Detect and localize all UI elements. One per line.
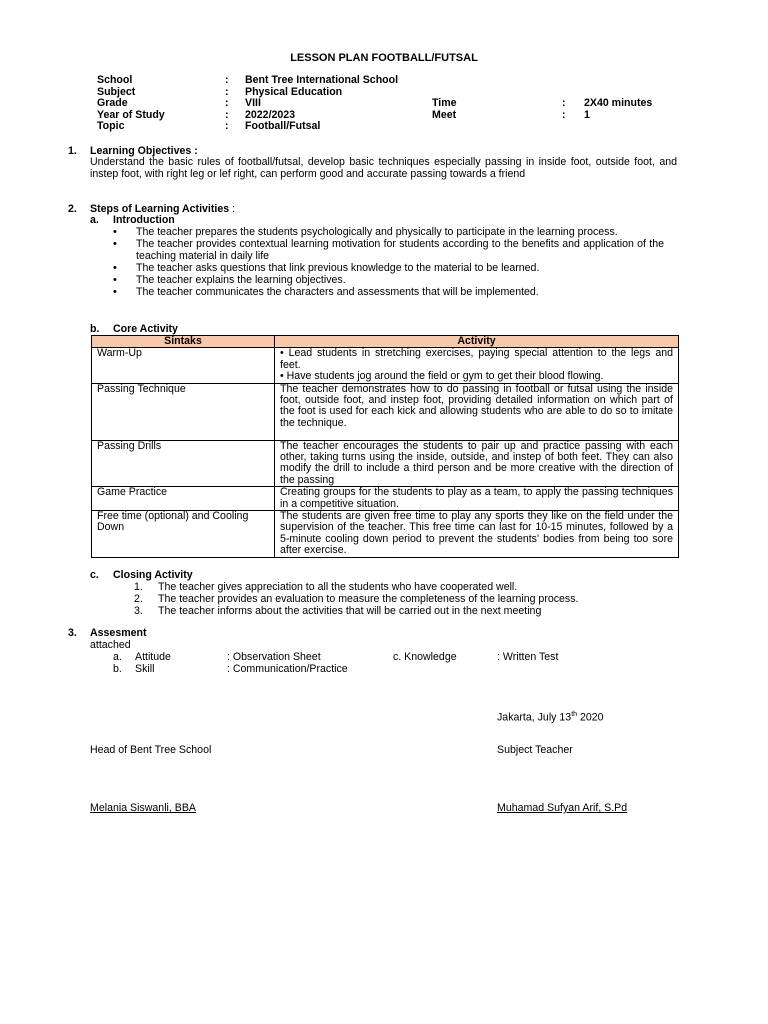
right-signatory-role: Subject Teacher	[497, 744, 573, 756]
item-number: 2.	[134, 593, 143, 605]
table-row	[92, 348, 679, 383]
colon: :	[225, 120, 229, 133]
header-row-grade	[97, 97, 704, 109]
date-suffix: th	[571, 711, 578, 718]
table-row	[92, 487, 679, 511]
closing-activity-list	[134, 581, 578, 617]
meet-value: 1	[584, 108, 590, 121]
row-value-2: : Written Test	[497, 651, 559, 663]
topic-value: Football/Futsal	[245, 120, 321, 133]
table-header-row	[92, 336, 679, 348]
closing-activity-title: Closing Activity	[113, 569, 193, 581]
column-header-sintaks: Sintaks	[92, 336, 275, 348]
section-number: 1.	[68, 145, 77, 157]
sintaks-cell: Passing Technique	[92, 383, 275, 440]
row-value: : Communication/Practice	[227, 663, 348, 675]
section-1-title: Learning Objectives :	[90, 145, 198, 157]
colon: :	[225, 74, 229, 86]
item-text: The teacher provides an evaluation to measure the completeness of the learning process.	[158, 593, 579, 605]
attached-text: attached	[90, 639, 131, 651]
learning-objectives-text: Understand the basic rules of football/futsal, develop basic techniques especially passing in inside foot, outside foot, and instep foot, with right leg or lef right, can perform good and accurate passing towards a friend	[90, 156, 677, 180]
left-signatory-name: Melania Siswanli, BBA	[90, 802, 196, 814]
activity-cell: Creating groups for the students to play as a team, to apply the passing techniques in a competitive situation.	[275, 487, 679, 511]
list-item: • The teacher communicates the characters and assessments that will be implemented.	[113, 286, 664, 298]
row-label: Skill	[135, 663, 155, 675]
grade-value: VIII	[245, 97, 261, 110]
row-letter: b.	[113, 663, 122, 675]
core-activity-table	[91, 335, 679, 558]
list-item: • The teacher provides contextual learning motivation for students according to the benefits and application of the teaching material in daily life	[113, 238, 664, 262]
subject-value: Physical Education	[245, 85, 343, 98]
year-label: Year of Study	[97, 108, 165, 121]
subsection-letter: b.	[90, 323, 100, 335]
activity-cell: The teacher demonstrates how to do passing in football or futsal using the inside foot, outside foot, and instep foot, providing detailed information on which part of the foot is used for each kick and allowing students who are able to do so to imitate the technique.	[275, 383, 679, 440]
meet-label: Meet	[432, 108, 457, 121]
item-number: 1.	[134, 581, 143, 593]
section-3-title: Assesment	[90, 627, 147, 639]
introduction-heading	[90, 214, 175, 226]
column-header-activity: Activity	[275, 336, 679, 348]
header-row-topic	[97, 120, 704, 132]
introduction-title: Introduction	[113, 214, 175, 226]
school-label: School	[97, 74, 133, 86]
document-title: LESSON PLAN FOOTBALL/FUTSAL	[290, 52, 478, 64]
colon: :	[225, 85, 229, 98]
year-value: 2022/2023	[245, 108, 296, 121]
table-row	[92, 383, 679, 440]
sintaks-cell: Passing Drills	[92, 440, 275, 487]
table-row	[92, 440, 679, 487]
list-item: • The teacher explains the learning objectives.	[113, 274, 664, 286]
row-label: Attitude	[135, 651, 171, 663]
section-3-heading	[68, 627, 147, 639]
item-text: The teacher informs about the activities that will be carried out in the next meeting	[158, 605, 542, 617]
place-date-text: Jakarta, July 13	[497, 711, 572, 724]
list-item: • The teacher asks questions that link previous knowledge to the material to be learned.	[113, 262, 664, 274]
row-letter: a.	[113, 651, 122, 663]
time-value: 2X40 minutes	[584, 97, 653, 110]
header-row-year	[97, 109, 704, 121]
place-date	[497, 709, 604, 724]
subject-label: Subject	[97, 85, 136, 98]
sintaks-cell: Warm-Up	[92, 348, 275, 383]
topic-label: Topic	[97, 120, 125, 133]
activity-cell	[275, 348, 679, 383]
row-label-2: c. Knowledge	[393, 651, 457, 663]
header-info	[97, 74, 704, 132]
subsection-letter: c.	[90, 569, 99, 581]
colon: :	[562, 97, 566, 110]
introduction-list	[113, 226, 664, 298]
header-row-subject	[97, 86, 704, 98]
core-activity-heading	[90, 323, 178, 335]
item-number: 3.	[134, 605, 143, 617]
list-item: • The teacher prepares the students psychologically and physically to participate in the learning process.	[113, 226, 664, 238]
activity-cell: The teacher encourages the students to pair up and practice passing with each other, taking turns using the inside, outside, and instep of both feet. They can also modify the drill to include a third person and be more creative with the direction of the passing	[275, 440, 679, 487]
right-signatory-name: Muhamad Sufyan Arif, S.Pd	[497, 802, 628, 814]
activity-line: • Lead students in stretching exercises, paying special attention to the legs and feet.	[280, 347, 673, 371]
assessment-row	[113, 663, 348, 675]
closing-activity-heading	[90, 569, 193, 581]
section-2-title: Steps of Learning Activities	[90, 203, 230, 215]
list-item	[134, 581, 578, 593]
assessment-row	[113, 651, 558, 663]
activity-line: • Have students jog around the field or gym to get their blood flowing.	[280, 370, 604, 383]
row-value: : Observation Sheet	[227, 651, 321, 663]
activity-cell: The students are given free time to play any sports they like on the field under the supervision of the teacher. This free time can last for 10-15 minutes, followed by a 5-minute cooling down period to prevent the students' bodies from being too sore after exercise.	[275, 511, 679, 558]
subsection-letter: a.	[90, 214, 99, 226]
list-item	[134, 593, 578, 605]
table-row	[92, 511, 679, 558]
item-text: The teacher gives appreciation to all the students who have cooperated well.	[158, 581, 518, 593]
sintaks-cell: Game Practice	[92, 487, 275, 511]
section-2-suffix: :	[229, 203, 236, 215]
grade-label: Grade	[97, 97, 128, 110]
time-label: Time	[432, 97, 457, 110]
colon: :	[562, 108, 566, 121]
list-item	[134, 605, 578, 617]
school-value: Bent Tree International School	[245, 74, 399, 86]
section-number: 3.	[68, 627, 77, 639]
date-year: 2020	[577, 711, 604, 724]
colon: :	[225, 108, 229, 121]
left-signatory-role: Head of Bent Tree School	[90, 744, 212, 756]
core-activity-title: Core Activity	[113, 323, 178, 335]
colon: :	[225, 97, 229, 110]
header-row-school	[97, 74, 704, 86]
sintaks-cell: Free time (optional) and Cooling Down	[92, 511, 275, 558]
section-number: 2.	[68, 203, 77, 215]
